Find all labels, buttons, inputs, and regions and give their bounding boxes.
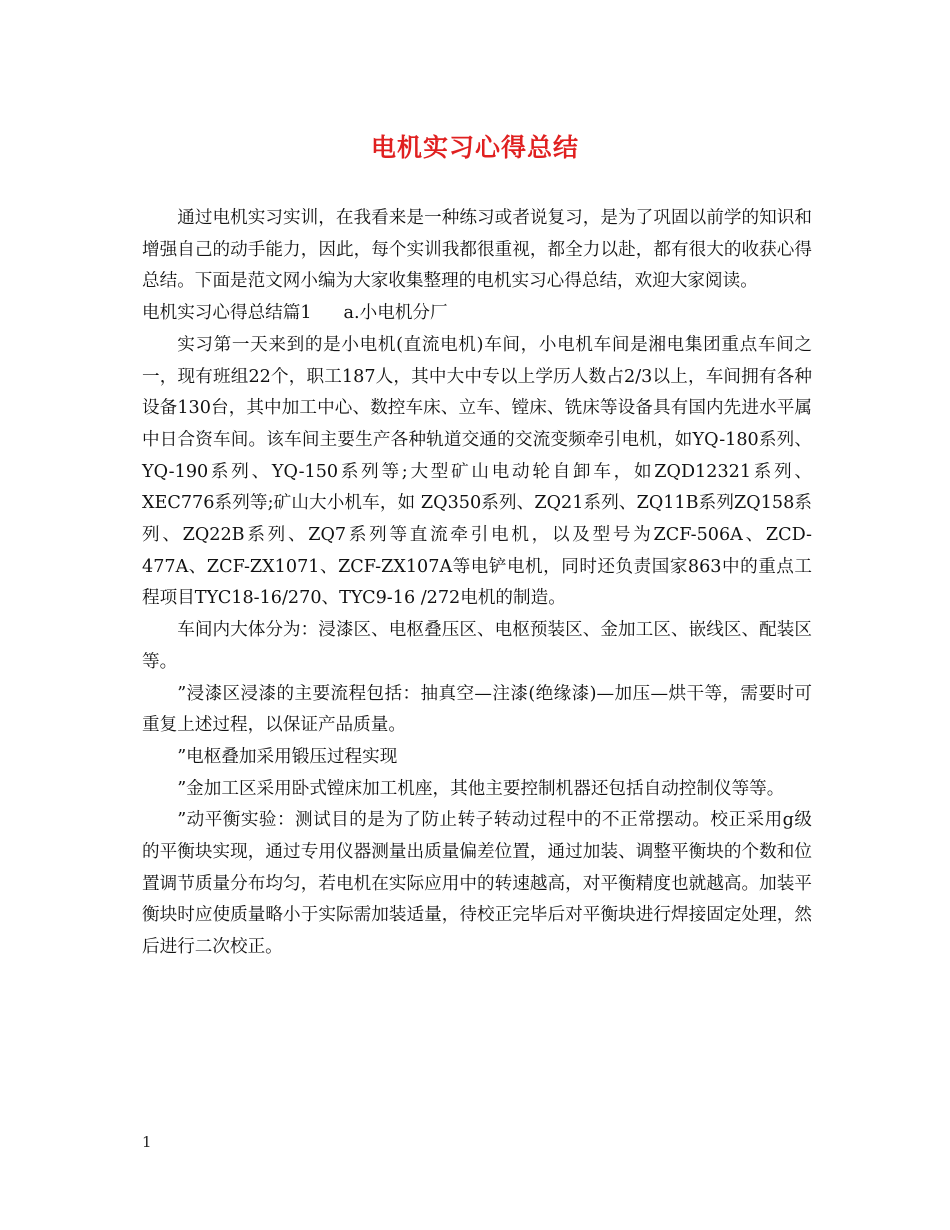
- intro-paragraph: 通过电机实习实训，在我看来是一种练习或者说复习，是为了巩固以前学的知识和增强自己的动手能力，因此，每个实训我都很重视，都全力以赴，都有很大的收获心得总结。下面是范文网小编为大家收集整理的电机实习心得总结，欢迎大家阅读。: [142, 208, 812, 292]
- section-heading: 电机实习心得总结篇1: [142, 303, 312, 324]
- page-number: 1: [142, 1133, 152, 1151]
- paragraph-armature-stacking: ”电枢叠加采用锻压过程实现: [177, 746, 398, 767]
- paragraph-workshop-areas: 车间内大体分为：浸漆区、电枢叠压区、电枢预装区、金加工区、嵌线区、配装区等。: [142, 620, 812, 672]
- paragraph-varnish-process: ”浸漆区浸漆的主要流程包括：抽真空—注漆(绝缘漆)—加压—烘干等，需要时可重复上述过程，以保证产品质量。: [142, 683, 812, 736]
- paragraph-workshop-intro: 实习第一天来到的是小电机(直流电机)车间，小电机车间是湘电集团重点车间之一，现有班组22个，职工187人，其中大中专以上学历人数占2/3以上，车间拥有各种设备130台，其中加工中心、数控车床、立车、镗床、铣床等设备具有国内先进水平属中日合资车间。该车间主要生产各种轨道交通的交流变频牵引电机，如YQ-180系列、YQ-190系列、YQ-150系列等;大型矿山电动轮自卸车，如ZQD12321系列、XEC776系列等;矿山大小机车，如 ZQ350系列、ZQ21系列、ZQ11B系列ZQ158系列、ZQ22B系列、ZQ7系列等直流牵引电机，以及型号为ZCF-506A、ZCD- 477A、ZCF-ZX1071、ZCF-ZX107A等电铲电机，同时还负责国家863中的重点工程项目TYC18-16/270、TYC9-16 /272电机的制造。: [142, 334, 812, 609]
- paragraph-dynamic-balance: ”动平衡实验：测试目的是为了防止转子转动过程中的不正常摆动。校正采用g级的平衡块实现，通过专用仪器测量出质量偏差位置，通过加装、调整平衡块的个数和位置调节质量分布均匀，若电机在实际应用中的转速越高，对平衡精度也就越高。加装平衡块时应使质量略小于实际需加装适量，待校正完毕后对平衡块进行焊接固定处理，然后进行二次校正。: [142, 810, 812, 958]
- paragraph-machining-area: ”金加工区采用卧式镗床加工机座，其他主要控制机器还包括自动控制仪等等。: [177, 778, 785, 799]
- section-heading-line: [142, 298, 812, 330]
- document-body: [142, 203, 812, 964]
- section-subheading: a.小电机分厂: [343, 303, 448, 324]
- document-title: 电机实习心得总结: [370, 133, 579, 162]
